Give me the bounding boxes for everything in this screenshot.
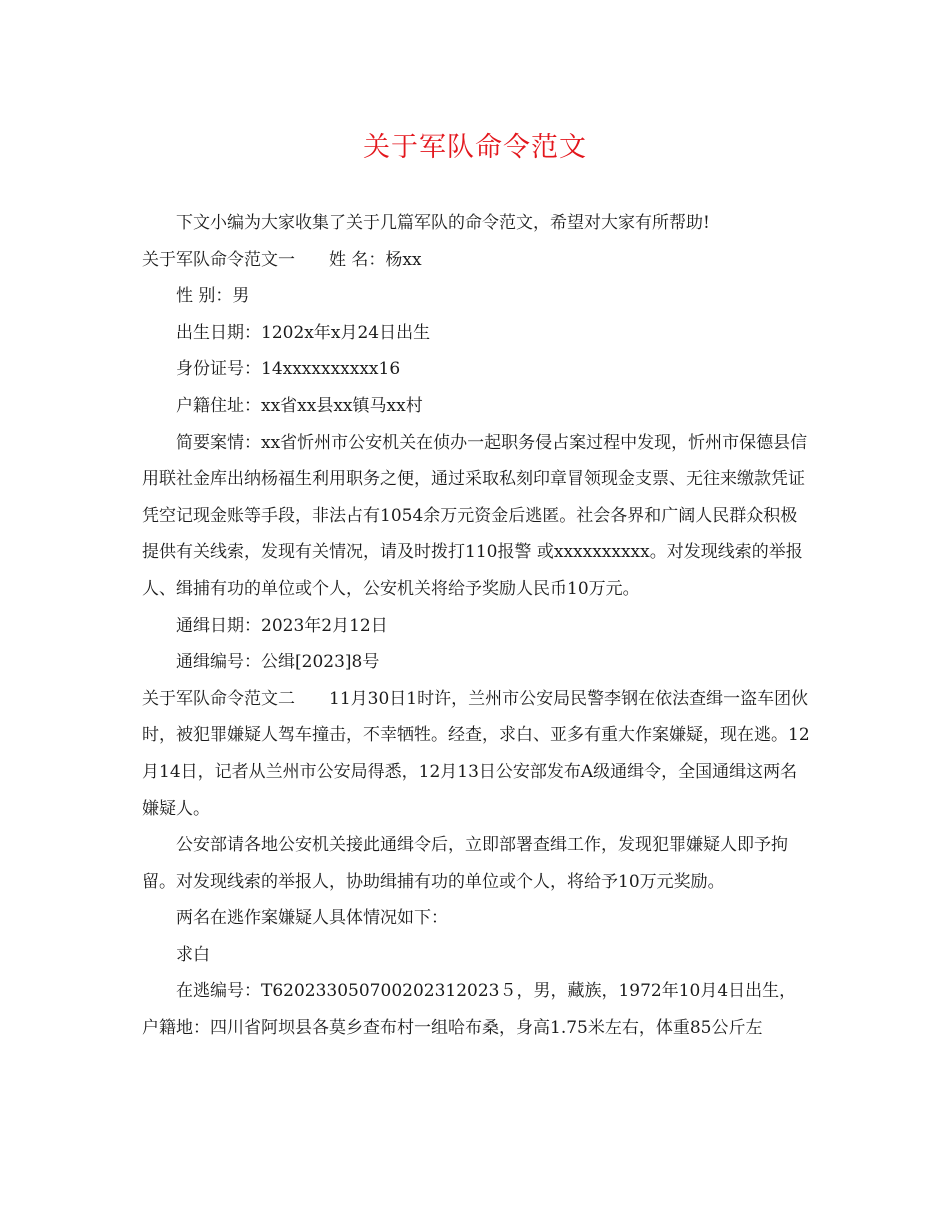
section2-heading: 关于军队命令范文二	[142, 688, 295, 709]
document-title: 关于军队命令范文	[363, 132, 587, 163]
field-gender: 性 别：男	[176, 286, 250, 307]
section1-heading: 关于军队命令范文一	[142, 249, 295, 270]
field-id-number: 身份证号：14xxxxxxxxxx16	[176, 359, 401, 380]
field-wanted-date: 通缉日期：2023年2月12日	[176, 615, 388, 636]
section2-paragraph1: 11月30日1时许，兰州市公安局民警李钢在依法查缉一盗车团伙时，被犯罪嫌疑人驾车撞击，不幸牺牲。经查，求白、亚多有重大作案嫌疑，现在逃。12月14日，记者从兰州市公安局得悉，12月13日公安部发布A级通缉令，全国通缉这两名嫌疑人。	[142, 688, 810, 819]
field-wanted-number: 通缉编号：公缉[2023]8号	[176, 652, 380, 673]
field-birth: 出生日期：1202x年x月24日出生	[176, 322, 431, 343]
section1-heading-line	[142, 242, 812, 279]
suspect-name: 求白	[176, 944, 210, 965]
document-body	[142, 205, 812, 1047]
field-name: 姓 名：杨xx	[329, 249, 422, 270]
section2-paragraph3: 两名在逃作案嫌疑人具体情况如下：	[176, 908, 448, 929]
suspect-info-paragraph: 在逃编号：T620233050700202312023５，男，藏族，1972年10月4日出生，户籍地：四川省阿坝县各莫乡查布村一组哈布桑，身高1.75米左右，体重85公斤左	[142, 981, 797, 1039]
field-address: 户籍住址：xx省xx县xx镇马xx村	[176, 395, 423, 416]
section2-first-paragraph	[142, 681, 812, 827]
case-summary-paragraph: 简要案情：xx省忻州市公安机关在侦办一起职务侵占案过程中发现，忻州市保德县信用联社金库出纳杨福生利用职务之便，通过采取私刻印章冒领现金支票、无往来缴款凭证凭空记现金账等手段，非法占有1054余万元资金后逃匿。社会各界和广阔人民群众积极提供有关线索，发现有关情况，请及时拨打110报警 或xxxxxxxxxx。对发现线索的举报人、缉捕有功的单位或个人，公安机关将给予奖励人民币10万元。	[142, 432, 808, 599]
intro-paragraph: 下文小编为大家收集了关于几篇军队的命令范文，希望对大家有所帮助!	[176, 213, 710, 233]
section2-paragraph2: 公安部请各地公安机关接此通缉令后，立即部署查缉工作，发现犯罪嫌疑人即予拘留。对发现线索的举报人，协助缉捕有功的单位或个人，将给予10万元奖励。	[142, 835, 788, 892]
